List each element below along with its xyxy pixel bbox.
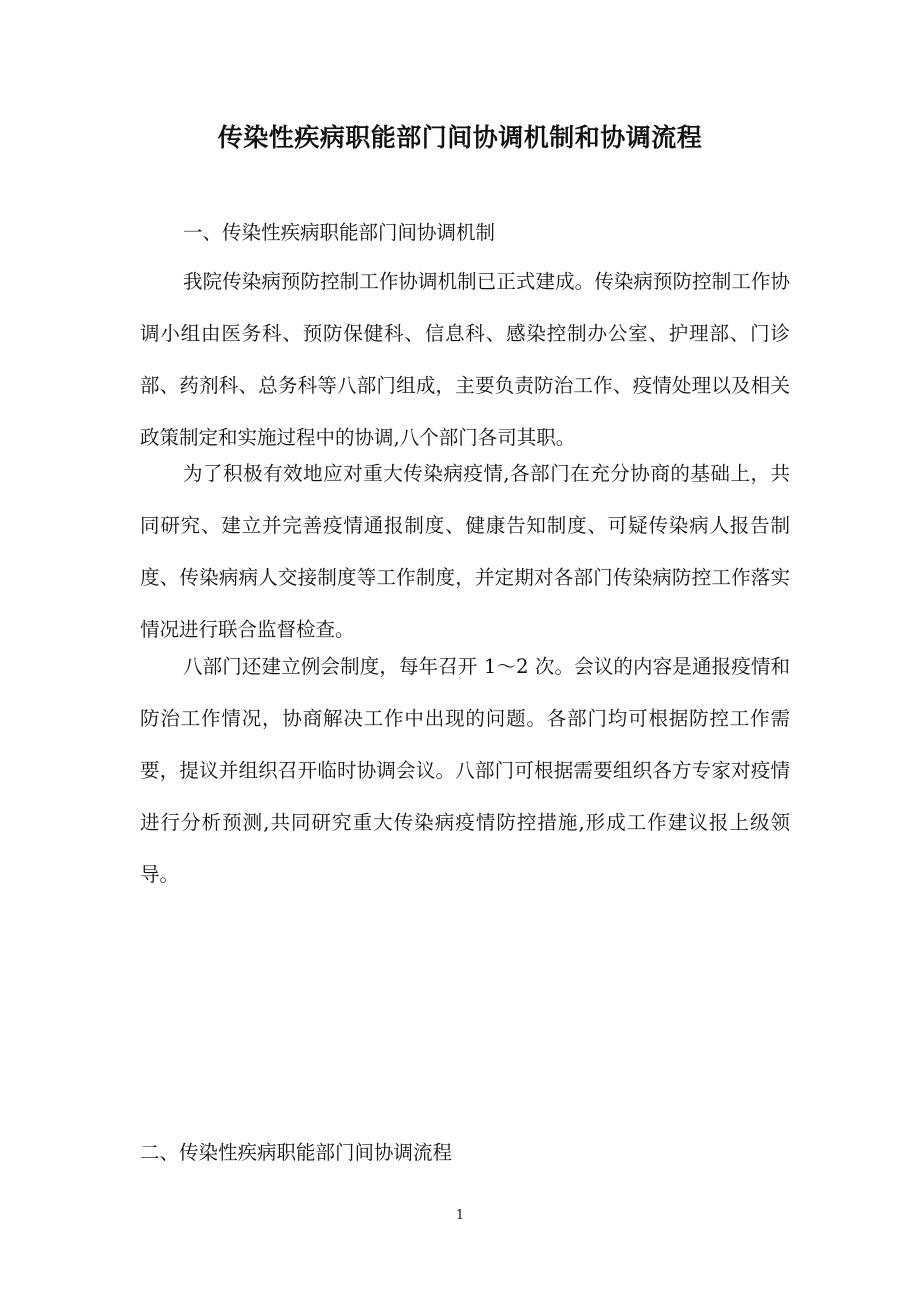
document-title: 传染性疾病职能部门间协调机制和协调流程 bbox=[217, 123, 703, 152]
paragraph-coordination-group: 我院传染病预防控制工作协调机制已正式建成。传染病预防控制工作协调小组由医务科、预防保健科、信息科、感染控制办公室、护理部、门诊部、药剂科、总务科等八部门组成，主要负责防治工作、疫情处理以及相关政策制定和实施过程中的协调,八个部门各司其职。 bbox=[140, 270, 790, 449]
section-heading-2: 二、传染性疾病职能部门间协调流程 bbox=[140, 1141, 453, 1164]
page-number: 1 bbox=[455, 1208, 465, 1223]
paragraph-work-systems: 为了积极有效地应对重大传染病疫情,各部门在充分协商的基础上，共同研究、建立并完善疫情通报制度、健康告知制度、可疑传染病人报告制度、传染病病人交接制度等工作制度，并定期对各部门传染病防控工作落实情况进行联合监督检查。 bbox=[140, 462, 790, 641]
paragraph-regular-meetings: 八部门还建立例会制度，每年召开 1～2 次。会议的内容是通报疫情和防治工作情况，协商解决工作中出现的问题。各部门均可根据防控工作需要，提议并组织召开临时协调会议。八部门可根据需要组织各方专家对疫情进行分析预测,共同研究重大传染病疫情防控措施,形成工作建议报上级领导。 bbox=[140, 655, 790, 886]
section-heading-1: 一、传染性疾病职能部门间协调机制 bbox=[183, 221, 496, 244]
